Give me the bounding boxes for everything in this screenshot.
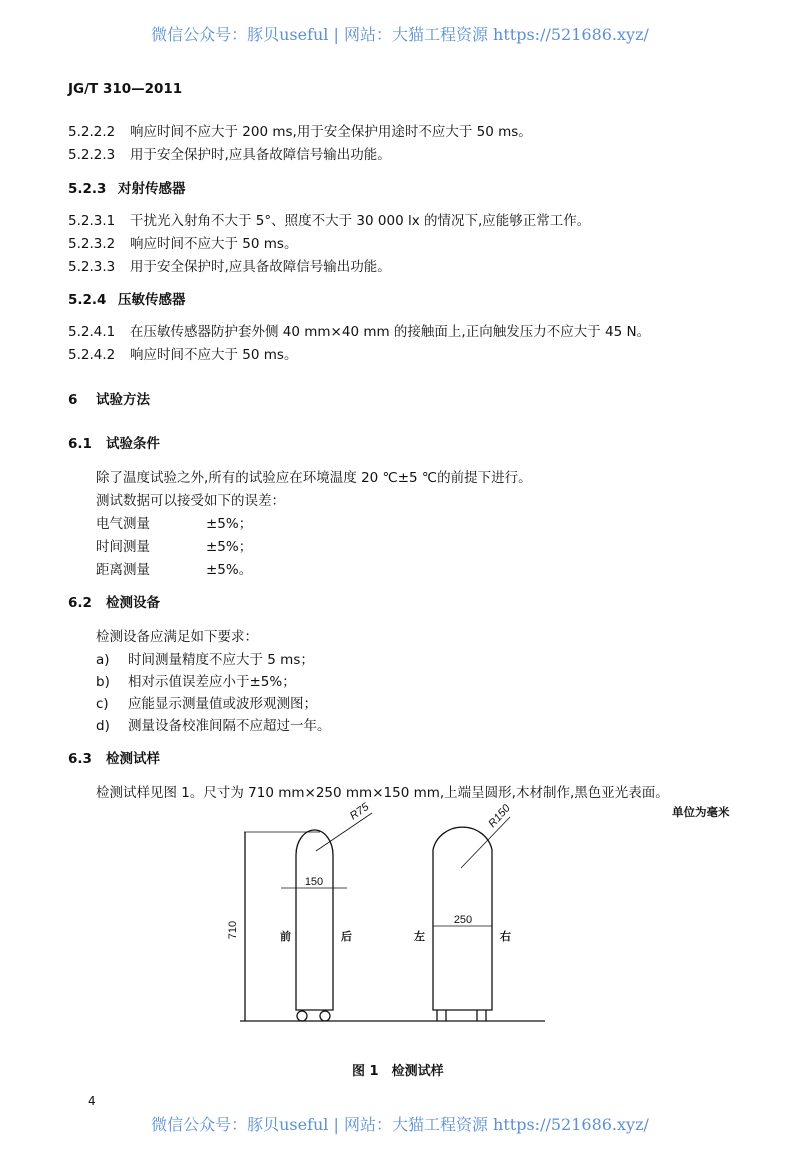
paragraph: 测试数据可以接受如下的误差： xyxy=(96,493,285,509)
heading: 6.3 检测试样 xyxy=(68,751,160,767)
sample-side-view xyxy=(296,830,333,1010)
paragraph: 除了温度试验之外,所有的试验应在环境温度 20 ℃±5 ℃的前提下进行。 xyxy=(96,470,532,486)
unit-note: 单位为毫米 xyxy=(672,805,730,819)
list-item: a) 时间测量精度不应大于 5 ms； xyxy=(96,652,314,668)
paragraph: 检测设备应满足如下要求： xyxy=(96,629,258,645)
clause: 5.2.2.3 用于安全保护时,应具备故障信号输出功能。 xyxy=(68,147,391,163)
section-heading: 6 试验方法 xyxy=(68,392,150,408)
width-label: 250 xyxy=(453,914,473,926)
clause: 5.2.4.1 在压敏传感器防护套外侧 40 mm×40 mm 的接触面上,正向触发压力不应大于 45 N。 xyxy=(68,324,651,340)
figure-caption: 图 1 检测试样 xyxy=(352,1064,444,1079)
radius-label: R150 xyxy=(486,802,513,831)
clause: 5.2.2.2 响应时间不应大于 200 ms,用于安全保护用途时不应大于 50 ms。 xyxy=(68,124,532,140)
standard-code: JG/T 310—2011 xyxy=(68,81,183,97)
width-label: 150 xyxy=(304,876,324,888)
radius-label: R75 xyxy=(347,801,372,823)
clause: 5.2.3.3 用于安全保护时,应具备故障信号输出功能。 xyxy=(68,259,391,275)
list-item: d) 测量设备校准间隔不应超过一年。 xyxy=(96,718,331,734)
wheel xyxy=(320,1011,330,1021)
page-number: 4 xyxy=(88,1094,96,1108)
error-row: 距离测量 ±5%。 xyxy=(96,562,253,578)
back-label: 后 xyxy=(341,931,352,943)
heading: 6.2 检测设备 xyxy=(68,595,160,611)
watermark-top: 微信公众号：豚贝useful | 网站：大猫工程资源 https://521686.xyz/ xyxy=(151,25,649,44)
error-row: 时间测量 ±5%； xyxy=(96,539,253,555)
height-label: 710 xyxy=(227,920,239,940)
wheel xyxy=(297,1011,307,1021)
heading: 6.1 试验条件 xyxy=(68,436,160,452)
front-label: 前 xyxy=(280,931,291,943)
left-label: 左 xyxy=(414,931,425,943)
list-item: c) 应能显示测量值或波形观测图； xyxy=(96,696,317,712)
clause: 5.2.4.2 响应时间不应大于 50 ms。 xyxy=(68,347,298,363)
radius-leader xyxy=(461,817,510,868)
radius-leader xyxy=(316,813,372,851)
heading: 5.2.4 压敏传感器 xyxy=(68,292,186,308)
right-label: 右 xyxy=(500,931,511,943)
paragraph: 检测试样见图 1。尺寸为 710 mm×250 mm×150 mm,上端呈圆形,木材制作,黑色亚光表面。 xyxy=(96,785,669,801)
error-row: 电气测量 ±5%； xyxy=(96,516,253,532)
watermark-bottom: 微信公众号：豚贝useful | 网站：大猫工程资源 https://521686.xyz/ xyxy=(151,1115,649,1134)
heading: 5.2.3 对射传感器 xyxy=(68,181,186,197)
clause: 5.2.3.2 响应时间不应大于 50 ms。 xyxy=(68,236,298,252)
list-item: b) 相对示值误差应小于±5%； xyxy=(96,674,296,690)
clause: 5.2.3.1 干扰光入射角不大于 5°、照度不大于 30 000 lx 的情况下,应能够正常工作。 xyxy=(68,213,591,229)
